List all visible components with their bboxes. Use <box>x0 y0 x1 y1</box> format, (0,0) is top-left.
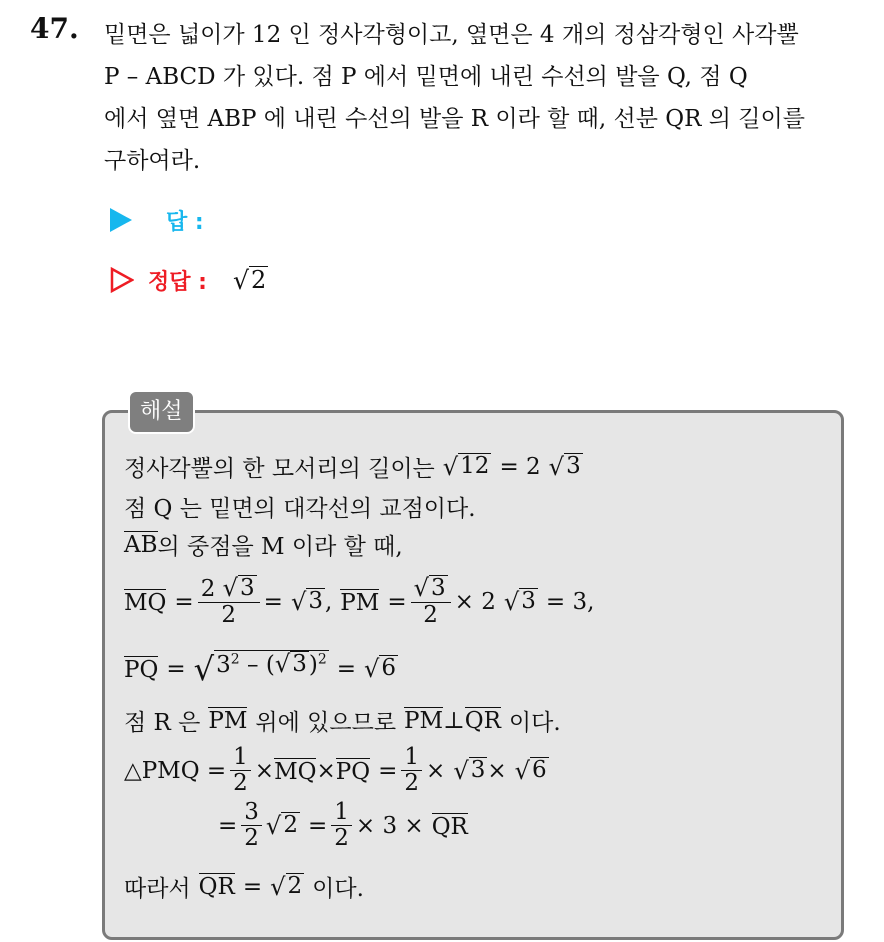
explanation-line-2: 점 Q 는 밑면의 대각선의 교점이다. <box>124 496 476 522</box>
problem-line: P – ABCD 가 있다. 점 P 에서 밑면에 내린 수선의 발을 Q, 점 Q <box>104 64 748 90</box>
correct-answer-row <box>110 262 268 298</box>
explanation-line-1: 정사각뿔의 한 모서리의 길이는 √ 12 = 2 √ 3 <box>124 452 581 482</box>
explanation-line-5: PQ = √ $3^2$ – ( √ 3 )$^2$ = √ 6 <box>124 650 397 688</box>
explanation-line-8: = $\frac{3}{2}$ √ 2 = $\frac{1}{2}$ × 3 × QR <box>218 799 468 852</box>
problem-line: 밑면은 넓이가 12 인 정사각형이고, 옆면은 4 개의 정삼각형인 사각뿔 <box>104 22 799 48</box>
problem-number: 47. <box>30 12 79 45</box>
answer-row <box>110 202 204 238</box>
explanation-line-9: 따라서 QR = √ 2 이다. <box>124 872 364 902</box>
explanation-line-4: MQ = 2 √ 3 2 = √ 3 , PM = √ 3 2 × 2 √ 3 = 3, <box>124 574 595 629</box>
filled-triangle-icon <box>110 208 132 232</box>
explanation-tag: 해설 <box>128 390 195 434</box>
correct-answer-value: √ 2 <box>232 265 267 295</box>
explanation-line-6: 점 R 은 PM 위에 있으므로 PM ⊥ QR 이다. <box>124 707 561 736</box>
problem-line: 구하여라. <box>104 148 201 174</box>
explanation-line-3: AB 의 중점을 M 이라 할 때, <box>124 532 403 560</box>
correct-answer-label: 정답 : <box>148 269 207 295</box>
explanation-line-7: △PMQ = $\frac{1}{2}$ × MQ × PQ = $\frac{1}{2}$ × √ 3 × √ 6 <box>124 744 547 797</box>
answer-label: 답 : <box>166 209 204 235</box>
problem-statement <box>104 14 874 182</box>
problem-line: 에서 옆면 ABP 에 내린 수선의 발을 R 이라 할 때, 선분 QR 의 길이를 <box>104 106 805 132</box>
outline-triangle-icon <box>110 267 134 293</box>
